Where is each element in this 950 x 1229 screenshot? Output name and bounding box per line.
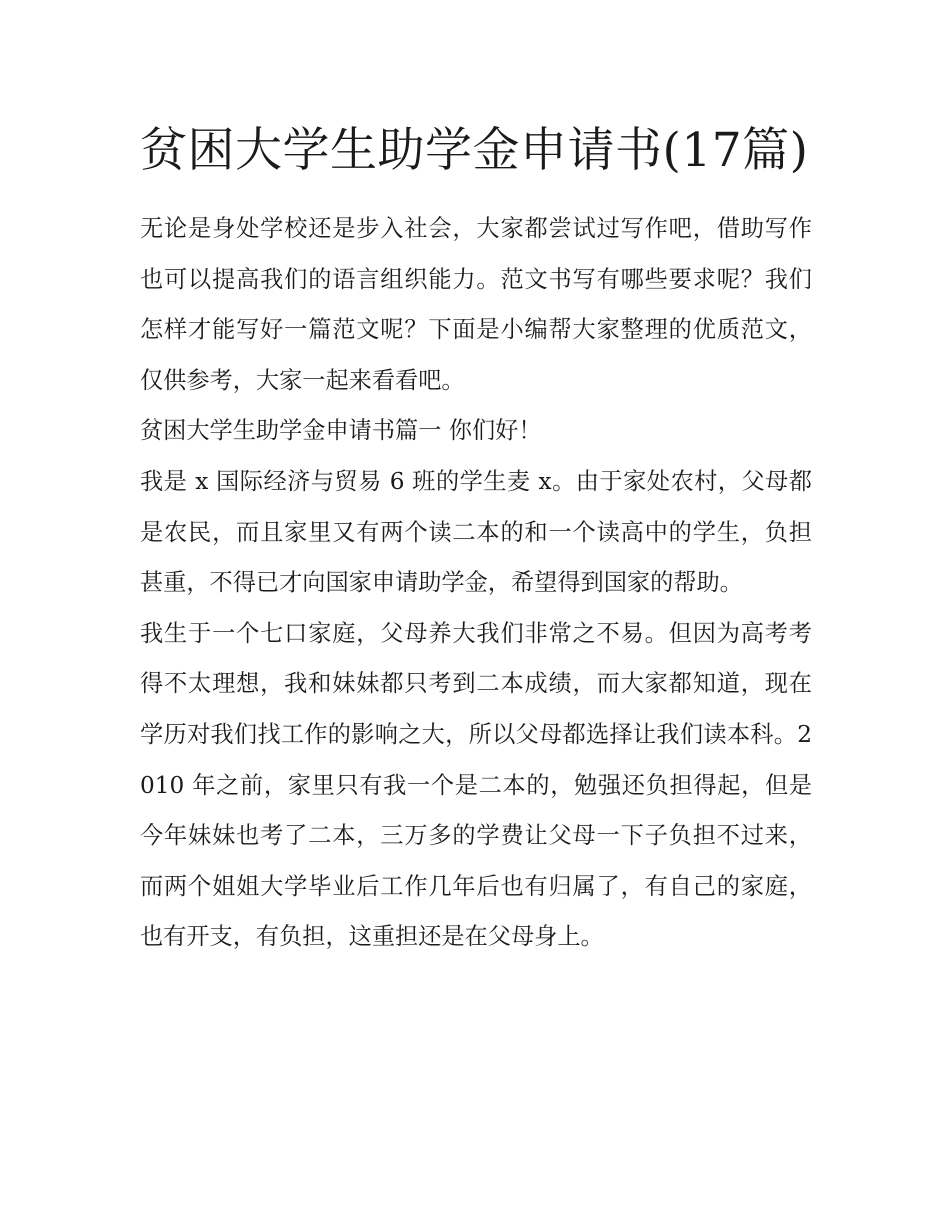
body-paragraph: 我是 x 国际经济与贸易 6 班的学生麦 x。由于家处农村，父母都是农民，而且家里又有两个读二本的和一个读高中的学生，负担甚重，不得已才向国家申请助学金，希望得到国家的帮助。 bbox=[140, 467, 812, 597]
intro-paragraph: 无论是身处学校还是步入社会，大家都尝试过写作吧，借助写作也可以提高我们的语言组织能力。范文书写有哪些要求呢？我们怎样才能写好一篇范文呢？下面是小编帮大家整理的优质范文，仅供参考，大家一起来看看吧。 bbox=[140, 215, 812, 394]
body-paragraph: 我生于一个七口家庭，父母养大我们非常之不易。但因为高考考得不太理想，我和妹妹都只考到二本成绩，而大家都知道，现在学历对我们找工作的影响之大，所以父母都选择让我们读本科。2010 年之前，家里只有我一个是二本的，勉强还负担得起，但是今年妹妹也考了二本，三万多的学费让父母一下子负担不过来，而两个姐姐大学毕业后工作几年后也有归属了，有自己的家庭，也有开支，有负担，这重担还是在父母身上。 bbox=[140, 619, 812, 951]
section-heading-paragraph: 贫困大学生助学金申请书篇一 你们好！ bbox=[140, 417, 542, 445]
document-title: 贫困大学生助学金申请书(17篇) bbox=[140, 123, 809, 178]
document-body bbox=[140, 112, 812, 963]
